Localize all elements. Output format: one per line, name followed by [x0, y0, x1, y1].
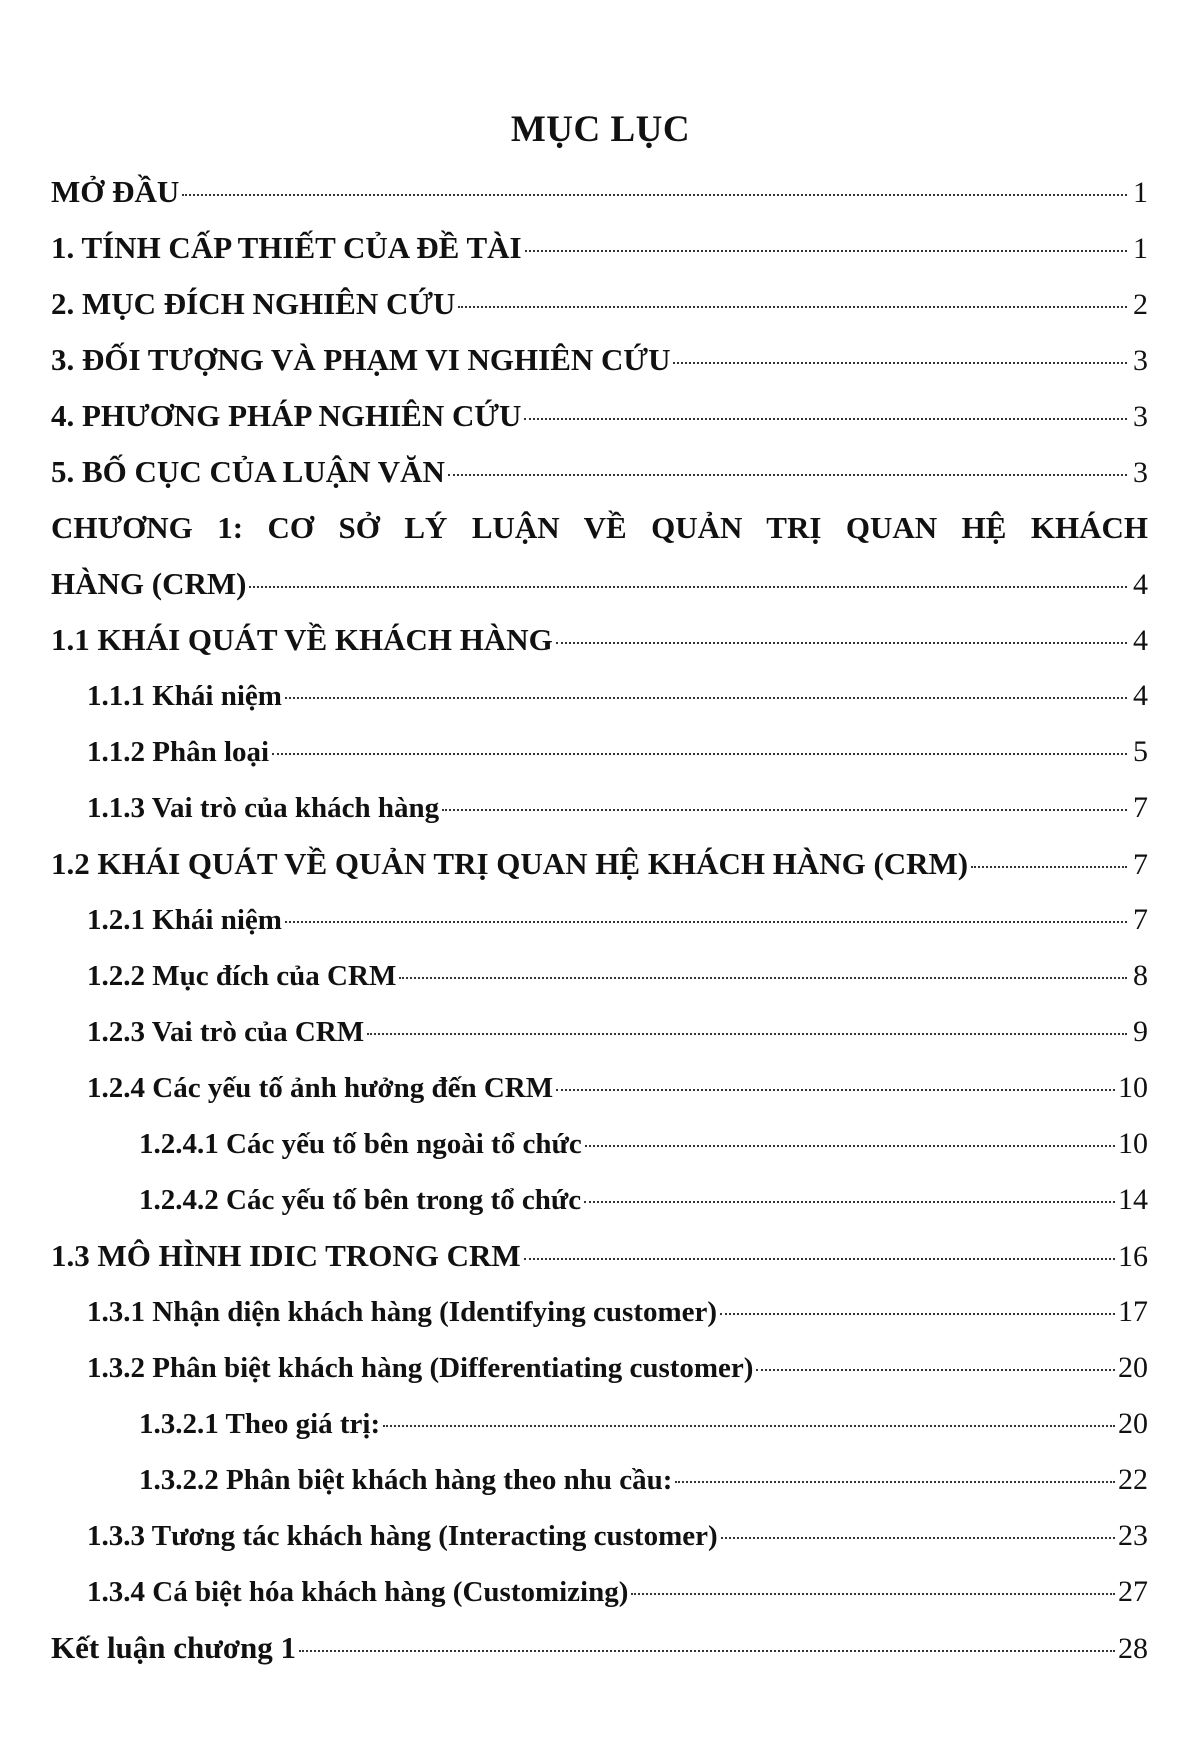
toc-entry-1-2[interactable] [51, 836, 1148, 892]
toc-entry-1-2-3[interactable] [51, 1004, 1148, 1060]
toc-entry-label: 1.1.1 Khái niệm [87, 680, 282, 712]
toc-entry-chapter-1-line-2[interactable] [51, 556, 1148, 612]
dot-leader [756, 1369, 1115, 1371]
toc-page-number: 4 [1133, 624, 1148, 657]
toc-page-number: 14 [1118, 1183, 1148, 1216]
toc-entry-1-2-2[interactable] [51, 948, 1148, 1004]
toc-page-number: 4 [1133, 679, 1148, 712]
toc-entry-label: 1.1 KHÁI QUÁT VỀ KHÁCH HÀNG [51, 622, 553, 657]
toc-page-number: 17 [1118, 1295, 1148, 1328]
toc-entry-1-3-3[interactable] [51, 1508, 1148, 1564]
toc-entry-5[interactable] [51, 444, 1148, 500]
toc-entry-label: 1.2.1 Khái niệm [87, 904, 282, 936]
dot-leader [631, 1593, 1115, 1595]
dot-leader [556, 642, 1127, 644]
dot-leader [367, 1033, 1127, 1035]
dot-leader [458, 306, 1127, 308]
dot-leader [524, 418, 1127, 420]
toc-page-number: 7 [1133, 791, 1148, 824]
toc-page-number: 27 [1118, 1575, 1148, 1608]
toc-page-number: 8 [1133, 959, 1148, 992]
dot-leader [971, 866, 1127, 868]
toc-entry-2[interactable] [51, 276, 1148, 332]
dot-leader [442, 809, 1127, 811]
toc-entry-label: 3. ĐỐI TƯỢNG VÀ PHẠM VI NGHIÊN CỨU [51, 342, 671, 377]
toc-entry-1-3-4[interactable] [51, 1564, 1148, 1620]
toc-page-number: 16 [1118, 1240, 1148, 1273]
toc-page-number: 4 [1133, 568, 1148, 601]
toc-page-number: 5 [1133, 735, 1148, 768]
toc-entry-1-3-2-1[interactable] [51, 1396, 1148, 1452]
toc-entry-1-2-1[interactable] [51, 892, 1148, 948]
dot-leader [524, 1258, 1115, 1260]
dot-leader [448, 474, 1127, 476]
toc-entry-mo-dau[interactable] [51, 164, 1148, 220]
toc-entry-label: 1.3.3 Tương tác khách hàng (Interacting customer) [87, 1520, 718, 1552]
dot-leader [249, 586, 1127, 588]
dot-leader [673, 362, 1127, 364]
toc-entry-label: 1.1.2 Phân loại [87, 736, 270, 768]
toc-entry-1-1[interactable] [51, 612, 1148, 668]
toc-page-number: 28 [1118, 1632, 1148, 1665]
dot-leader [182, 194, 1127, 196]
toc-page-number: 10 [1118, 1127, 1148, 1160]
toc-entry-label: 1.2.4.1 Các yếu tố bên ngoài tổ chức [139, 1128, 582, 1160]
toc-entry-1-3[interactable] [51, 1228, 1148, 1284]
toc-entry-1-1-2[interactable] [51, 724, 1148, 780]
dot-leader [675, 1481, 1115, 1483]
toc-entry-label: 4. PHƯƠNG PHÁP NGHIÊN CỨU [51, 398, 522, 433]
toc-page-number: 22 [1118, 1463, 1148, 1496]
toc-entry-label: HÀNG (CRM) [51, 566, 247, 601]
toc-entry-label: 5. BỐ CỤC CỦA LUẬN VĂN [51, 454, 445, 489]
dot-leader [272, 753, 1127, 755]
toc-page-number: 3 [1133, 400, 1148, 433]
toc-page-number: 1 [1133, 176, 1148, 209]
dot-leader [585, 1145, 1115, 1147]
toc-entry-1-3-2-2[interactable] [51, 1452, 1148, 1508]
toc-page-number: 10 [1118, 1071, 1148, 1104]
toc-page-number: 9 [1133, 1015, 1148, 1048]
dot-leader [721, 1537, 1115, 1539]
toc-page-number: 20 [1118, 1351, 1148, 1384]
toc-page-number: 7 [1133, 903, 1148, 936]
toc-page-number: 3 [1133, 344, 1148, 377]
dot-leader [584, 1201, 1115, 1203]
toc-entry-label: 1.2 KHÁI QUÁT VỀ QUẢN TRỊ QUAN HỆ KHÁCH HÀNG (CRM) [51, 846, 969, 881]
toc-entry-label: 1.1.3 Vai trò của khách hàng [87, 792, 440, 824]
toc-entry-1-2-4-1[interactable] [51, 1116, 1148, 1172]
toc-entry-chapter-1-line-1[interactable] [51, 500, 1148, 556]
dot-leader [285, 921, 1127, 923]
toc-entry-1-3-2[interactable] [51, 1340, 1148, 1396]
toc-entry-1-2-4[interactable] [51, 1060, 1148, 1116]
toc-entry-label: 1.3.4 Cá biệt hóa khách hàng (Customizing) [87, 1576, 629, 1608]
toc-entry-label: 1.3.2 Phân biệt khách hàng (Differentiating customer) [87, 1352, 754, 1384]
dot-leader [285, 697, 1127, 699]
toc-entry-1-2-4-2[interactable] [51, 1172, 1148, 1228]
toc-entry-label: CHƯƠNG 1: CƠ SỞ LÝ LUẬN VỀ QUẢN TRỊ QUAN HỆ KHÁCH [51, 510, 1148, 545]
toc-entry-label: 2. MỤC ĐÍCH NGHIÊN CỨU [51, 286, 456, 321]
toc-entry-ket-luan-chuong-1[interactable] [51, 1620, 1148, 1676]
toc-entry-label: 1.2.4.2 Các yếu tố bên trong tổ chức [139, 1184, 582, 1216]
toc-entry-1[interactable] [51, 220, 1148, 276]
toc-entry-1-3-1[interactable] [51, 1284, 1148, 1340]
toc-entry-label: 1.3.1 Nhận diện khách hàng (Identifying customer) [87, 1296, 718, 1328]
toc-entry-label: MỞ ĐẦU [51, 174, 180, 209]
dot-leader [299, 1650, 1115, 1652]
dot-leader [556, 1089, 1115, 1091]
toc-entry-3[interactable] [51, 332, 1148, 388]
toc-entry-1-1-3[interactable] [51, 780, 1148, 836]
toc-entry-label: 1.3.2.2 Phân biệt khách hàng theo nhu cầu: [139, 1464, 673, 1496]
toc-page-number: 3 [1133, 456, 1148, 489]
dot-leader [525, 250, 1127, 252]
toc-entry-label: 1.3.2.1 Theo giá trị: [139, 1408, 381, 1440]
toc-entry-label: 1.3 MÔ HÌNH IDIC TRONG CRM [51, 1238, 521, 1273]
toc-page-number: 20 [1118, 1407, 1148, 1440]
toc-entry-label: 1.2.3 Vai trò của CRM [87, 1016, 365, 1048]
toc-entry-label: 1.2.4 Các yếu tố ảnh hưởng đến CRM [87, 1072, 554, 1104]
toc-page-number: 23 [1118, 1519, 1148, 1552]
toc-entry-4[interactable] [51, 388, 1148, 444]
toc-entry-label: Kết luận chương 1 [51, 1630, 297, 1665]
dot-leader [720, 1313, 1115, 1315]
dot-leader [383, 1425, 1115, 1427]
toc-title: MỤC LỤC [510, 109, 691, 150]
toc-entry-label: 1. TÍNH CẤP THIẾT CỦA ĐỀ TÀI [51, 230, 522, 265]
toc-entry-1-1-1[interactable] [51, 668, 1148, 724]
toc-page-number: 1 [1133, 232, 1148, 265]
toc-page-number: 2 [1133, 288, 1148, 321]
toc-page-number: 7 [1133, 848, 1148, 881]
table-of-contents [51, 164, 1148, 1676]
toc-entry-label: 1.2.2 Mục đích của CRM [87, 960, 397, 992]
dot-leader [399, 977, 1127, 979]
